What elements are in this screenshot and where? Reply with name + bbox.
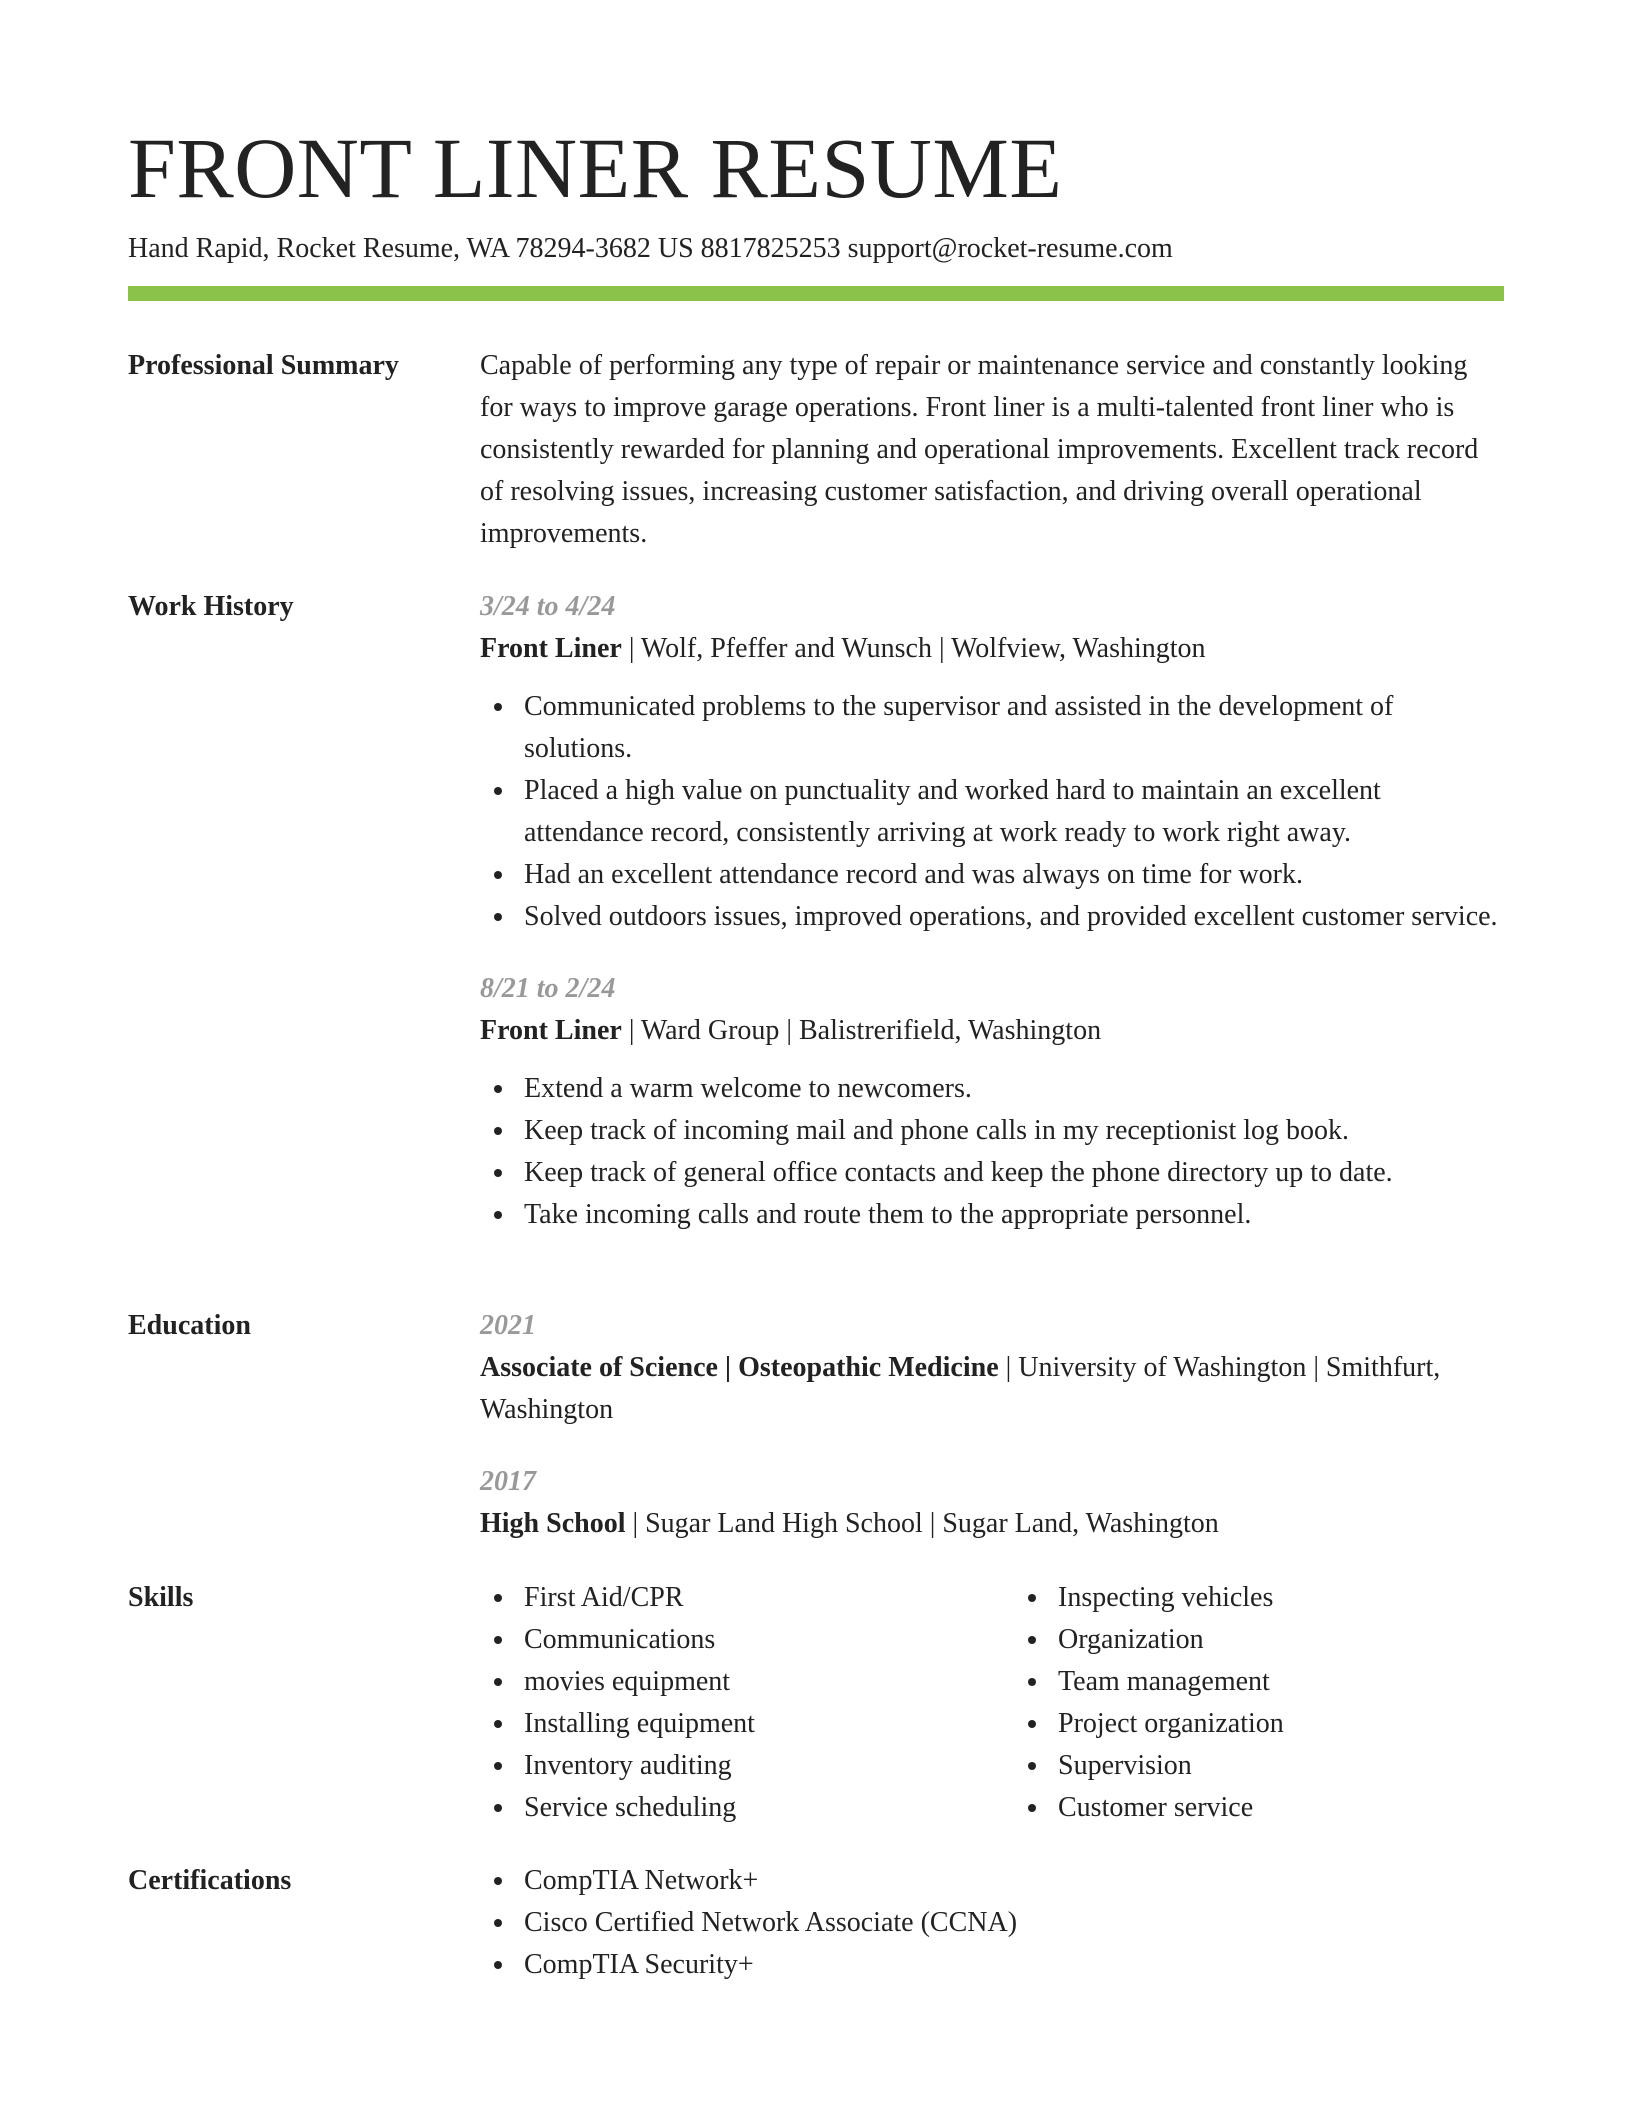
list-item: Project organization	[1058, 1703, 1504, 1745]
list-item: CompTIA Security+	[524, 1944, 1504, 1986]
job-entry	[480, 968, 1504, 1236]
summary-content	[480, 345, 1504, 555]
accent-divider	[128, 286, 1504, 301]
list-item: Keep track of general office contacts and keep the phone directory up to date.	[524, 1152, 1504, 1194]
list-item: Cisco Certified Network Associate (CCNA)	[524, 1902, 1504, 1944]
education-heading	[480, 1503, 1504, 1545]
list-item: Customer service	[1058, 1787, 1504, 1829]
education-degree: Associate of Science | Osteopathic Medicine	[480, 1352, 999, 1383]
job-duties	[480, 1068, 1504, 1236]
certifications-list	[480, 1860, 1504, 1986]
job-details: | Ward Group | Balistrerifield, Washington	[621, 1015, 1102, 1046]
skills-list-right	[1014, 1577, 1504, 1829]
education-entry	[480, 1461, 1504, 1545]
list-item: Communicated problems to the supervisor and assisted in the development of solutions.	[524, 686, 1504, 770]
job-heading	[480, 628, 1504, 670]
list-item: Communications	[524, 1619, 970, 1661]
education-details: | Sugar Land High School | Sugar Land, Washington	[625, 1508, 1219, 1539]
education-degree: High School	[480, 1508, 626, 1539]
education-year: 2017	[480, 1466, 536, 1497]
education-heading	[480, 1347, 1504, 1431]
list-item: Installing equipment	[524, 1703, 970, 1745]
list-item: Team management	[1058, 1661, 1504, 1703]
list-item: Organization	[1058, 1619, 1504, 1661]
list-item: Supervision	[1058, 1745, 1504, 1787]
skills-list-left	[480, 1577, 970, 1829]
list-item: Service scheduling	[524, 1787, 970, 1829]
job-title: Front Liner	[480, 1015, 622, 1046]
section-label-certifications: Certifications	[128, 1865, 292, 1896]
list-item: Had an excellent attendance record and was always on time for work.	[524, 854, 1504, 896]
contact-info: Hand Rapid, Rocket Resume, WA 78294-3682 US 8817825253 support@rocket-resume.com	[128, 233, 1173, 264]
job-heading	[480, 1010, 1504, 1052]
skills-columns	[480, 1577, 1504, 1829]
work-content	[480, 586, 1504, 1236]
skills-content	[480, 1577, 1504, 1829]
section-label-skills: Skills	[128, 1582, 194, 1613]
job-entry	[480, 586, 1504, 938]
list-item: Placed a high value on punctuality and worked hard to maintain an excellent attendance record, consistently arriving at work ready to work right away.	[524, 770, 1504, 854]
section-label-work: Work History	[128, 591, 294, 622]
education-content	[480, 1305, 1504, 1545]
list-item: Solved outdoors issues, improved operations, and provided excellent customer service.	[524, 896, 1504, 938]
job-dates: 8/21 to 2/24	[480, 973, 616, 1004]
resume-title: FRONT LINER RESUME	[128, 120, 1063, 216]
list-item: Inspecting vehicles	[1058, 1577, 1504, 1619]
list-item: Inventory auditing	[524, 1745, 970, 1787]
certifications-content	[480, 1860, 1504, 1986]
list-item: Take incoming calls and route them to the appropriate personnel.	[524, 1194, 1504, 1236]
summary-text: Capable of performing any type of repair or maintenance service and constantly looking for ways to improve garage operations. Front liner is a multi-talented front liner who is consistently rewarded for planning and operational improvements. Excellent track record of resolving issues, increasing customer satisfaction, and driving overall operational improvements.	[480, 350, 1479, 549]
education-details: | University of Washington | Smithfurt, Washington	[480, 1352, 1441, 1425]
job-duties	[480, 686, 1504, 938]
list-item: Extend a warm welcome to newcomers.	[524, 1068, 1504, 1110]
job-details: | Wolf, Pfeffer and Wunsch | Wolfview, Washington	[621, 633, 1206, 664]
section-label-education: Education	[128, 1310, 251, 1341]
list-item: Keep track of incoming mail and phone calls in my receptionist log book.	[524, 1110, 1504, 1152]
education-entry	[480, 1305, 1504, 1431]
list-item: CompTIA Network+	[524, 1860, 1504, 1902]
job-dates: 3/24 to 4/24	[480, 591, 616, 622]
job-title: Front Liner	[480, 633, 622, 664]
list-item: First Aid/CPR	[524, 1577, 970, 1619]
list-item: movies equipment	[524, 1661, 970, 1703]
section-label-summary: Professional Summary	[128, 350, 399, 381]
education-year: 2021	[480, 1310, 536, 1341]
